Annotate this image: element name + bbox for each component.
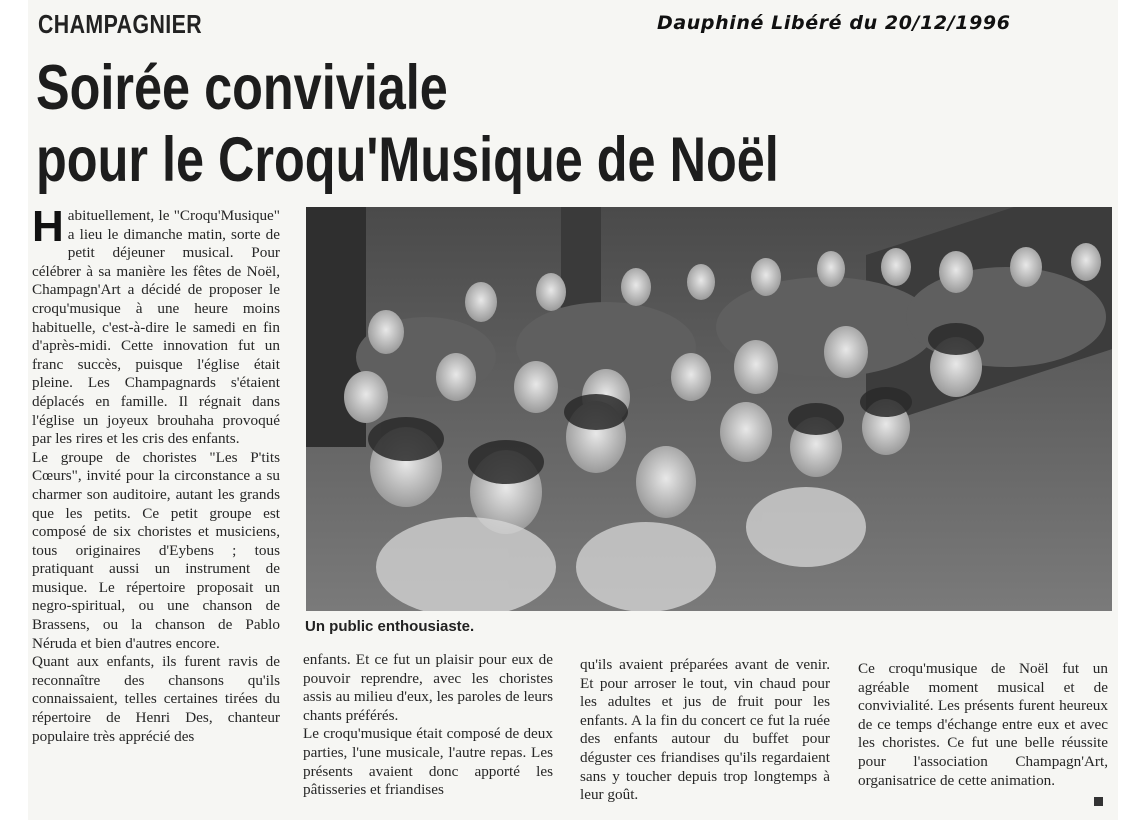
article-column-3 (580, 656, 830, 805)
photo-caption: Un public enthousiaste. (305, 618, 475, 635)
source-line: Dauphiné Libéré du 20/12/1996 (657, 12, 1011, 34)
paragraph: enfants. Et ce fut un plaisir pour eux de pouvoir reprendre, avec les choristes assis au milieu d'eux, les paroles de leurs chants préférés. (303, 651, 553, 724)
paragraph: Ce croqu'musique de Noël fut un agréable moment musical et de convivialité. Les présents furent heureux de ce temps d'échange entre eux et avec les choristes. Ce fut une belle réussite pour l'association Champagn'Art, organisatrice de cette animation. (858, 660, 1108, 789)
end-of-article-mark (1094, 797, 1103, 806)
article-column-2 (303, 651, 553, 800)
paragraph: Le croqu'musique était composé de deux parties, l'une musicale, l'autre repas. Les présents avaient donc apporté les pâtisseries et friandises (303, 725, 553, 799)
headline-line-1: Soirée conviviale (36, 53, 448, 123)
headline-line-2: pour le Croqu'Musique de Noël (36, 125, 779, 195)
drop-cap: H (32, 202, 64, 251)
photo-illustration (306, 207, 1112, 611)
article-column-1 (32, 202, 280, 746)
paragraph: Habituellement, le "Croqu'Musique" a lieu le dimanche matin, sorte de petit déjeuner musical. Pour célébrer à sa manière les fêtes de Noël, Champagn'Art a décidé de proposer le croqu'musique à une heure moins habituelle, c'est-à-dire le samedi en fin d'après-midi. Cette innovation fut un franc succès, puisque l'église était pleine. Les Champagnards s'étaient déplacés en famille. Il régnait dans l'église un joyeux brouhaha provoqué par les rires et les cris des enfants. (32, 202, 280, 448)
paragraph: Quant aux enfants, ils furent ravis de reconnaître des chansons qu'ils connaissaient, telles certaines tirées du répertoire de Henri Des, chanteur populaire très apprécié des (32, 653, 280, 745)
kicker: CHAMPAGNIER (38, 9, 203, 39)
paragraph: qu'ils avaient préparées avant de venir. Et pour arroser le tout, vin chaud pour les adultes et jus de fruit pour les enfants. A la fin du concert ce fut la ruée des enfants autour du buffet pour déguster ces friandises qu'ils regardaient sans y toucher depuis trop longtemps à leur goût. (580, 656, 830, 804)
headline (36, 52, 779, 196)
paragraph: Le groupe de choristes "Les P'tits Cœurs", invité pour la circonstance a su charmer son auditoire, autant les grands que les petits. Ce petit groupe est composé de six choristes et musiciens, tous originaires d'Eybens ; tous pratiquant aussi un instrument de musique. Le répertoire proposait un negro-spiritual, ou une chanson de Brassens, ou la chanson de Pablo Néruda et bien d'autres encore. (32, 448, 280, 652)
audience-photo (306, 207, 1112, 611)
article-column-4 (858, 660, 1108, 790)
